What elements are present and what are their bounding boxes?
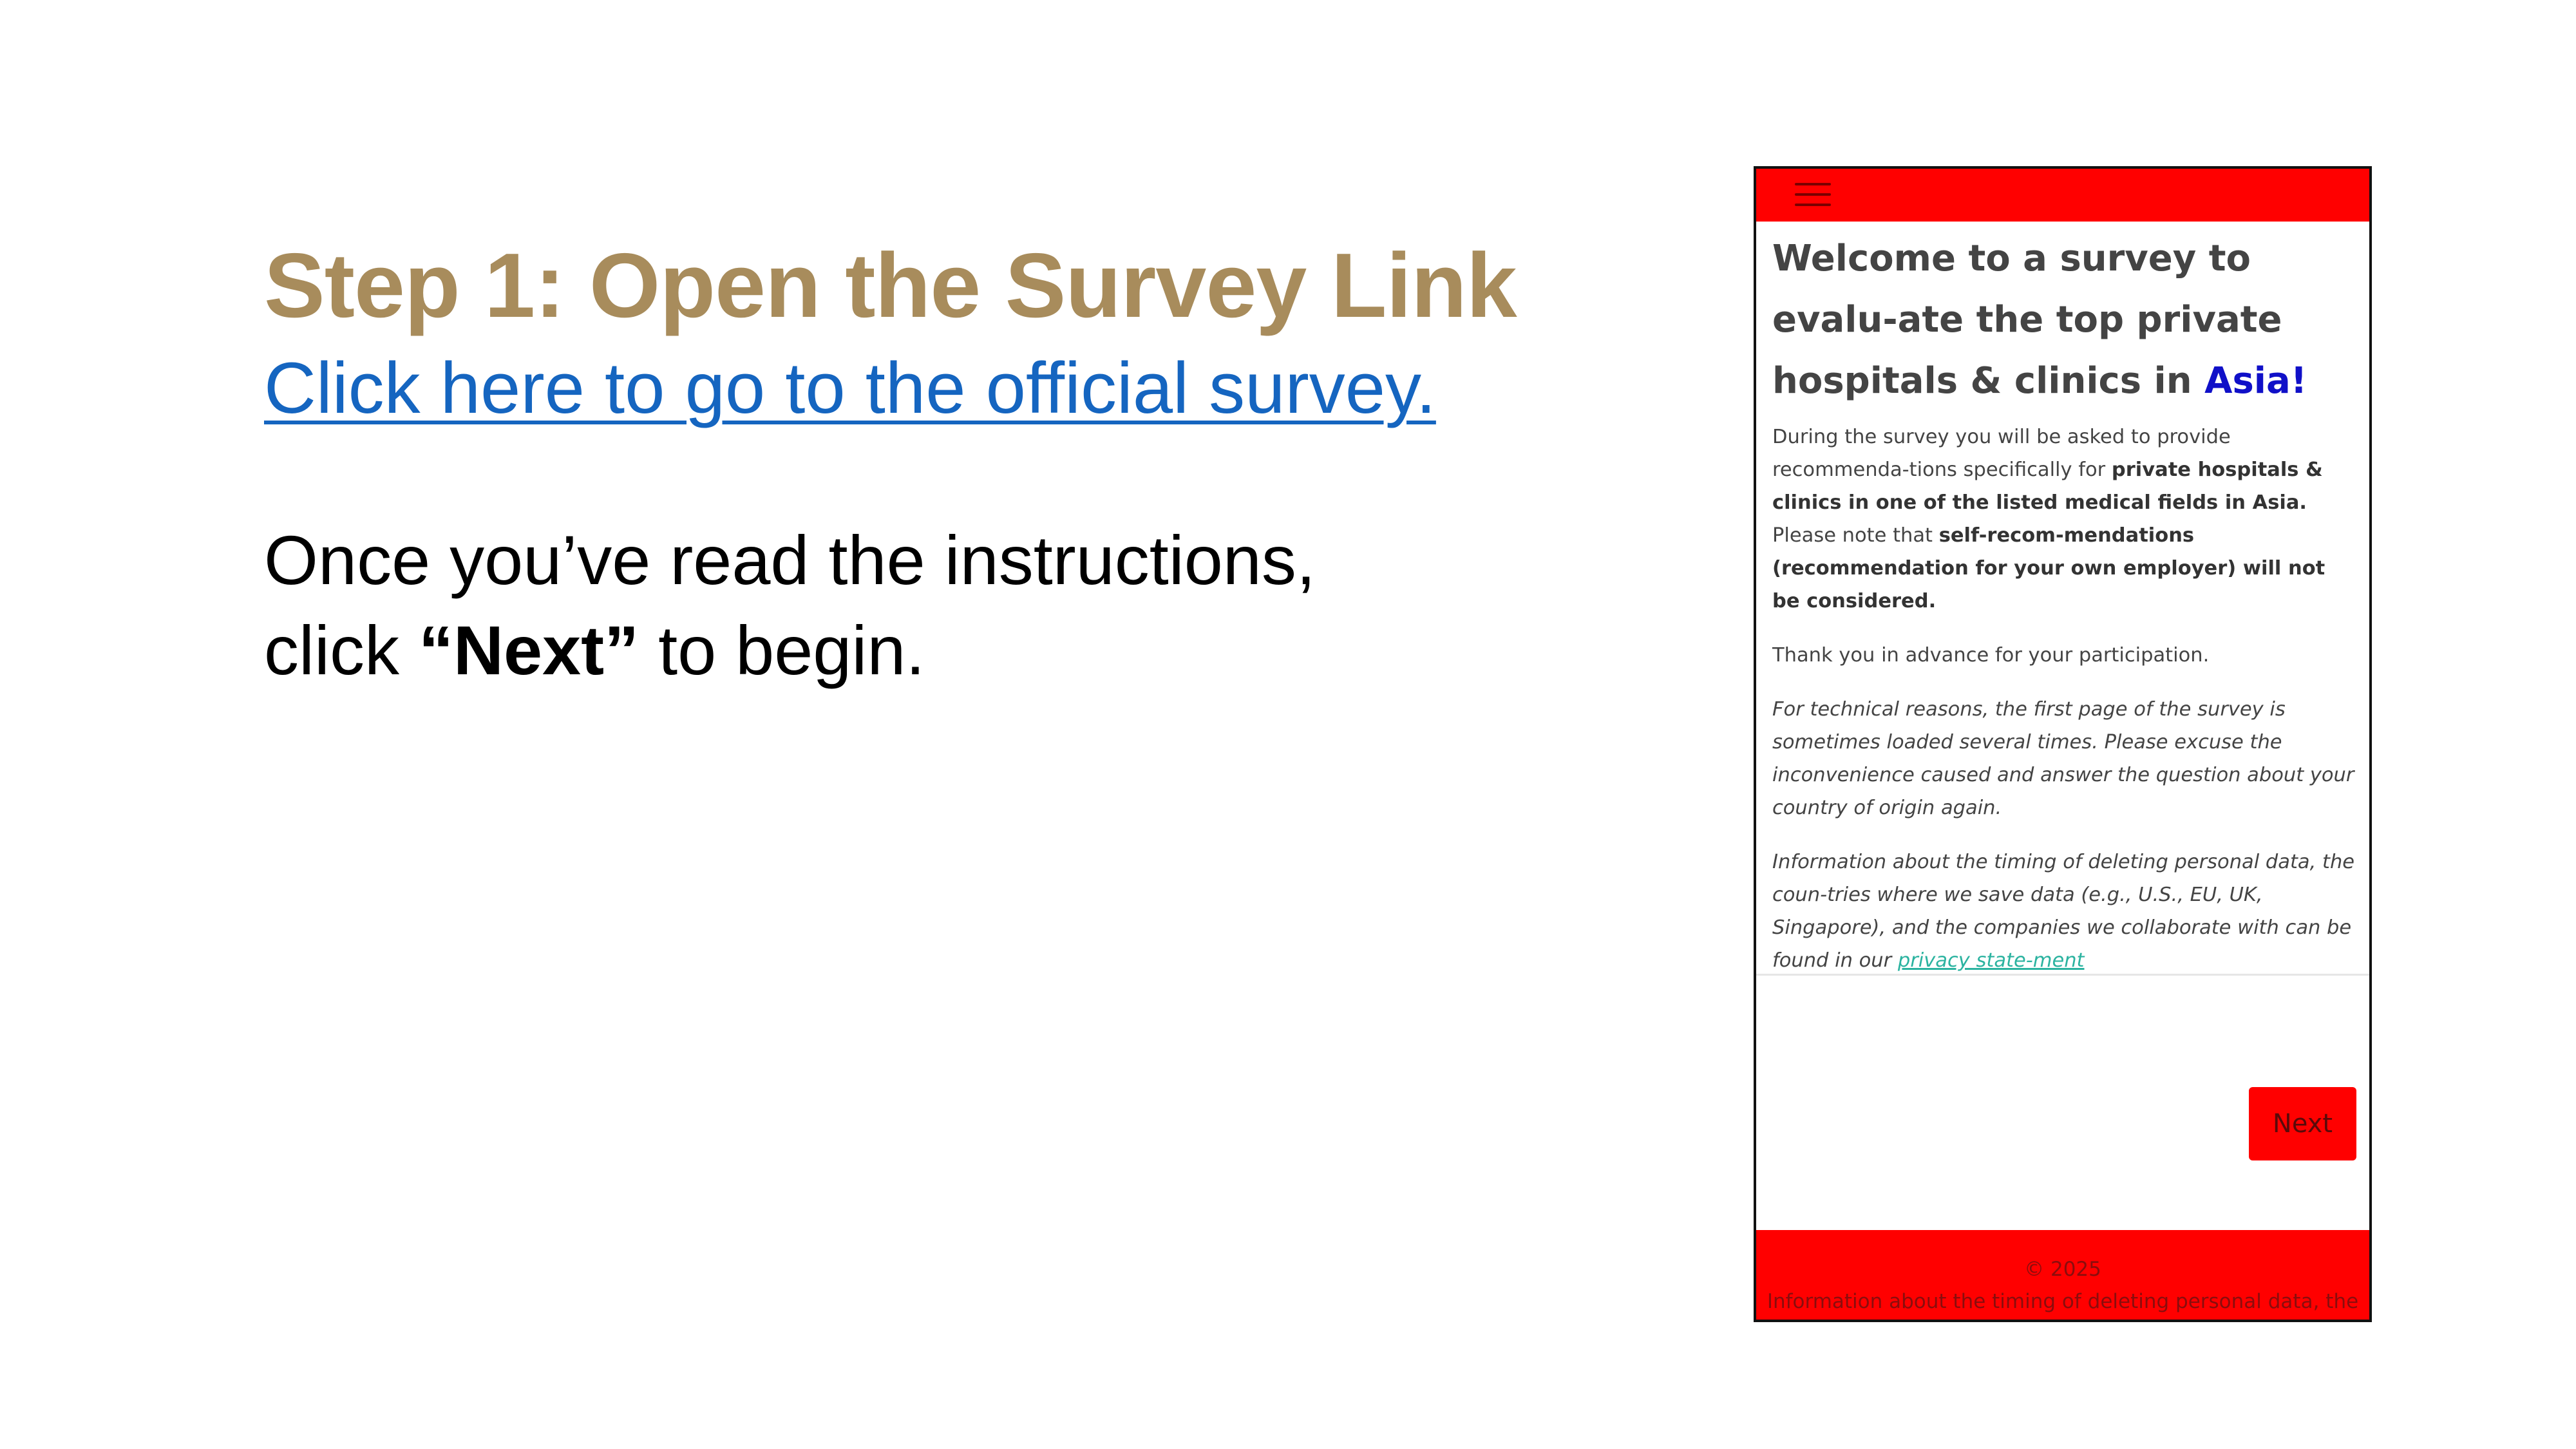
hamburger-menu-icon[interactable]	[1795, 183, 1831, 206]
survey-header	[1756, 169, 2369, 222]
privacy-statement-link[interactable]: privacy state-ment	[1897, 949, 2085, 972]
survey-phone-screenshot	[1754, 166, 2372, 1322]
survey-footer	[1756, 1230, 2369, 1320]
instructions-suffix: to begin.	[639, 611, 925, 689]
welcome-text: Welcome to a survey to evalu-ate the top private hospitals & clinics in	[1772, 238, 2282, 402]
survey-welcome-heading	[1772, 228, 2355, 412]
page-title: Step 1: Open the Survey Link	[264, 234, 1517, 337]
survey-description	[1772, 421, 2355, 618]
footer-copyright: © 2025	[2024, 1258, 2101, 1281]
description-part-4: self-recom-mendations (recommendation for your own employer) will not be considered.	[1772, 524, 2325, 612]
welcome-asia: Asia!	[2204, 360, 2307, 402]
description-part-2: private hospitals & clinics in one of the listed medical fields in Asia.	[1772, 459, 2323, 514]
privacy-note	[1772, 846, 2355, 977]
instructions-text	[264, 515, 1488, 696]
thanks-text: Thank you in advance for your participation.	[1772, 644, 2210, 667]
next-button[interactable]: Next	[2249, 1087, 2356, 1160]
instructions-prefix: click	[264, 611, 419, 689]
instructions-line1: Once you’ve read the instructions,	[264, 521, 1316, 599]
technical-note: For technical reasons, the first page of the survey is sometimes loaded several times. Please excuse the inconvenience caused and answer the question about your country of origin again.	[1772, 698, 2354, 819]
instructions-next-bold: “Next”	[419, 611, 639, 689]
divider	[1756, 974, 2369, 976]
description-part-1: During the survey you will be asked to provide recommenda-tions specifically for	[1772, 426, 2231, 481]
footer-info: Information about the timing of deleting personal data, the	[1766, 1290, 2359, 1313]
privacy-text: Information about the timing of deleting personal data, the coun-tries where we save data (e.g., U.S., EU, UK, Singapore), and the companies we collaborate with can be found in our	[1772, 851, 2355, 972]
survey-link[interactable]: Click here to go to the official survey.	[264, 348, 1436, 428]
description-part-3: Please note that	[1772, 524, 1939, 547]
survey-intro	[1772, 228, 2355, 998]
